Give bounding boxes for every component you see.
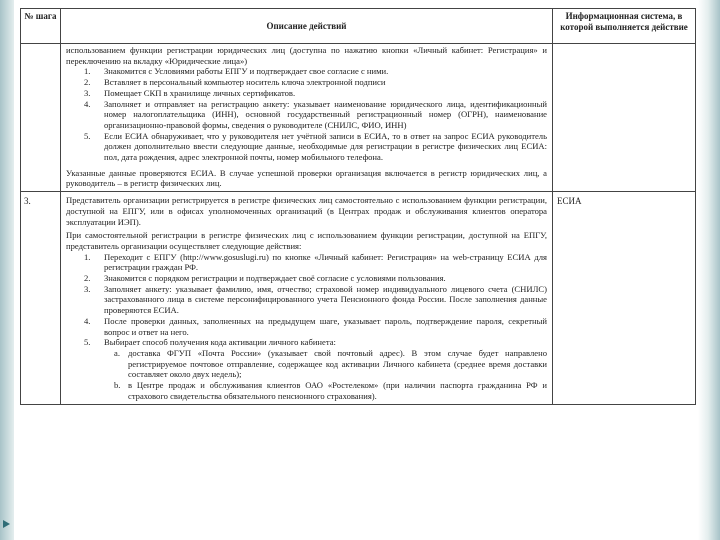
procedure-table bbox=[20, 8, 696, 405]
list-item: 5. Если ЕСИА обнаруживает, что у руководителя нет учётной записи в ЕСИА, то в ответ на запрос ЕСИА руководитель должен дополнительно ввести следующие данные, необходимые для регистрации в регистре физических лиц ЕСИА: пол, дата рождения, адрес электронной почты, номер мобильного телефона. bbox=[84, 130, 547, 163]
closing-text: Указанные данные проверяются ЕСИА. В случае успешной проверки организация включается в регистр юридических лиц, а руководитель – в регистр физических лиц. bbox=[66, 167, 547, 189]
header-system: Информационная система, в которой выполняется действие bbox=[553, 9, 696, 44]
list-item: 3. Помещает СКП в хранилище личных сертификатов. bbox=[84, 87, 296, 98]
action-list bbox=[66, 252, 547, 402]
sub-list-item: a. доставка ФГУП «Почта России» (указывает свой почтовый адрес). В этом случае будет направлено регистрируемое почтовое отправление, содержащее код активации Личного кабинета (среднее время доставки составляет около двух недель); bbox=[114, 347, 547, 380]
list-item: 5. Выбирает способ получения кода активации личного кабинета: bbox=[84, 337, 336, 348]
list-item: 3. Заполняет анкету: указывает фамилию, имя, отчество; страховой номер индивидуального лицевого счета (СНИЛС) застрахованного лица в системе персонифицированного учета Пенсионного фонда России. После заполнения данные проверяются ЕСИА. bbox=[84, 283, 547, 316]
description-cell bbox=[61, 44, 553, 192]
header-step: № шага bbox=[21, 9, 61, 44]
list-item: 1. Переходит с ЕПГУ (http://www.gosuslugi.ru) по кнопке «Личный кабинет: Регистрация» на web-страницу ЕСИА для регистрации граждан РФ. bbox=[84, 251, 547, 273]
table-row bbox=[21, 192, 696, 404]
header-description: Описание действий bbox=[61, 9, 553, 44]
table-row bbox=[21, 44, 696, 192]
intro-text: использованием функции регистрации юридических лиц (доступна по нажатию кнопки «Личный кабинет: Регистрация» и переключению на вкладку «Юридические лица») bbox=[66, 45, 547, 66]
table-header-row bbox=[21, 9, 696, 44]
paragraph: При самостоятельной регистрации в регистре физических лиц с использованием функции регистрации, доступной на ЕПГУ, представитель организации осуществляет следующие действия: bbox=[66, 230, 547, 251]
document-page bbox=[14, 0, 698, 540]
paragraph: Представитель организации регистрируется в регистре физических лиц самостоятельно с использованием функции регистрации, доступной на ЕПГУ, или в офисах уполномоченных организаций (в Центрах продаж и обслуживания клиентов оператора эксплуатации ИЭП). bbox=[66, 195, 547, 227]
list-item: 2. Знакомится с порядком регистрации и подтверждает своё согласие с условиями пользования. bbox=[84, 273, 446, 284]
step-number: 3. bbox=[21, 192, 61, 404]
slide-bullet-marker bbox=[3, 520, 10, 528]
list-item: 1. Знакомится с Условиями работы ЕПГУ и подтверждает свое согласие с ними. bbox=[84, 66, 389, 77]
sub-list-item: b. в Центре продаж и обслуживания клиентов ОАО «Ростелеком» (при наличии паспорта гражданина РФ и страхового свидетельства обязательного пенсионного страхования). bbox=[114, 380, 547, 401]
system-cell bbox=[553, 44, 696, 192]
list-item: 2. Вставляет в персональный компьютер носитель ключа электронной подписи bbox=[84, 77, 386, 88]
list-item: 4. После проверки данных, заполненных на предыдущем шаге, указывает пароль, подтверждение пароля, секретный вопрос и ответ на него. bbox=[84, 315, 547, 337]
description-cell bbox=[61, 192, 553, 404]
step-number bbox=[21, 44, 61, 192]
action-list bbox=[66, 66, 547, 162]
system-cell: ЕСИА bbox=[553, 192, 696, 404]
list-item: 4. Заполняет и отправляет на регистрацию анкету: указывает наименование юридического лица, идентификационный номер налогоплательщика (ИНН), основной государственный регистрационный номер (ОГРН), наименование организационно-правовой формы, сведения о руководителе (СНИЛС, ФИО, ИНН) bbox=[84, 98, 547, 130]
